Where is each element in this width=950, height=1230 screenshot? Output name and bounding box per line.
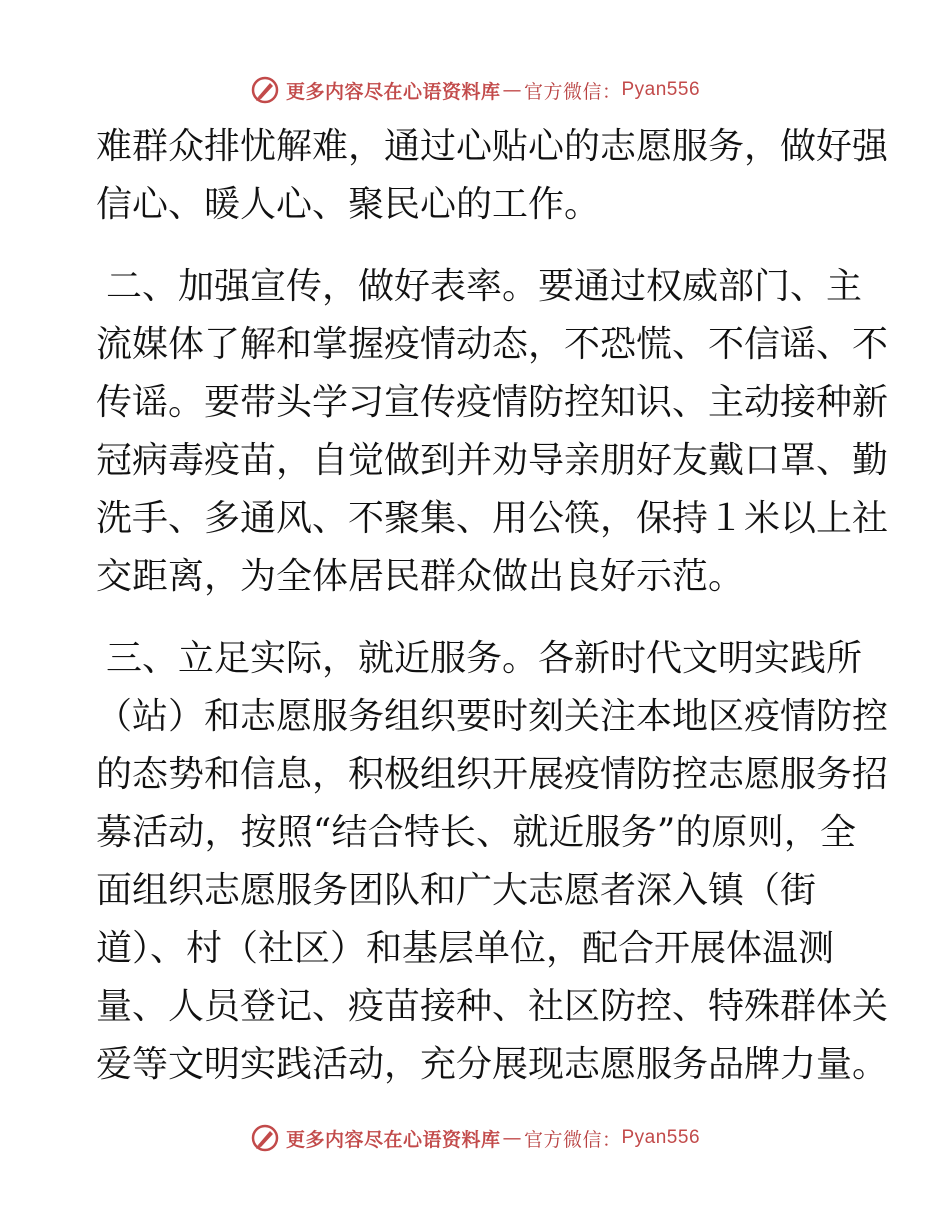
text-line: （站）和志愿服务组织要时刻关注本地区疫情防控: [96, 696, 889, 737]
text-line: 道）、村（社区）和基层单位，配合开展体温测: [96, 928, 835, 969]
text-line: 爱等文明实践活动，充分展现志愿服务品牌力量。: [96, 1044, 889, 1085]
text-line: 传谣。要带头学习宣传疫情防控知识、主动接种新: [96, 382, 889, 423]
text-line: 募活动，按照“结合特长、就近服务”的原则，全: [96, 812, 856, 853]
text-line: 洗手、多通风、不聚集、用公筷，保持１米以上社: [96, 498, 889, 539]
watermark-separator: —: [502, 1127, 522, 1149]
paragraph-3: [96, 630, 889, 1094]
watermark-wechat-id: Pyan556: [621, 79, 701, 100]
text-line: 难群众排忧解难，通过心贴心的志愿服务，做好强: [96, 126, 889, 167]
paragraph-1: [96, 118, 889, 234]
header-watermark: [0, 70, 950, 110]
text-line: 的态势和信息，积极组织开展疫情防控志愿服务招: [96, 754, 889, 795]
watermark-separator: —: [502, 79, 522, 101]
text-line: 量、人员登记、疫苗接种、社区防控、特殊群体关: [96, 986, 889, 1027]
watermark-text: 更多内容尽在心语资料库: [285, 80, 501, 103]
watermark-text: 更多内容尽在心语资料库: [285, 1128, 501, 1151]
logo-icon: [250, 1123, 280, 1153]
footer-watermark: [0, 1118, 950, 1158]
watermark-wechat-label: 官方微信：: [523, 80, 622, 103]
paragraph-2: [96, 258, 889, 606]
watermark-wechat-id: Pyan556: [621, 1127, 701, 1148]
document-body: [96, 118, 889, 1094]
text-line: 二、加强宣传，做好表率。要通过权威部门、主: [106, 266, 863, 307]
watermark-wechat-label: 官方微信：: [523, 1128, 622, 1151]
text-line: 面组织志愿服务团队和广大志愿者深入镇（街: [96, 870, 817, 911]
text-line: 流媒体了解和掌握疫情动态，不恐慌、不信谣、不: [96, 324, 889, 365]
text-line: 交距离，为全体居民群众做出良好示范。: [96, 556, 745, 597]
text-line: 信心、暖人心、聚民心的工作。: [96, 184, 601, 225]
text-line: 三、立足实际，就近服务。各新时代文明实践所: [106, 638, 863, 679]
text-line: 冠病毒疫苗，自觉做到并劝导亲朋好友戴口罩、勤: [96, 440, 889, 481]
logo-icon: [250, 75, 280, 105]
